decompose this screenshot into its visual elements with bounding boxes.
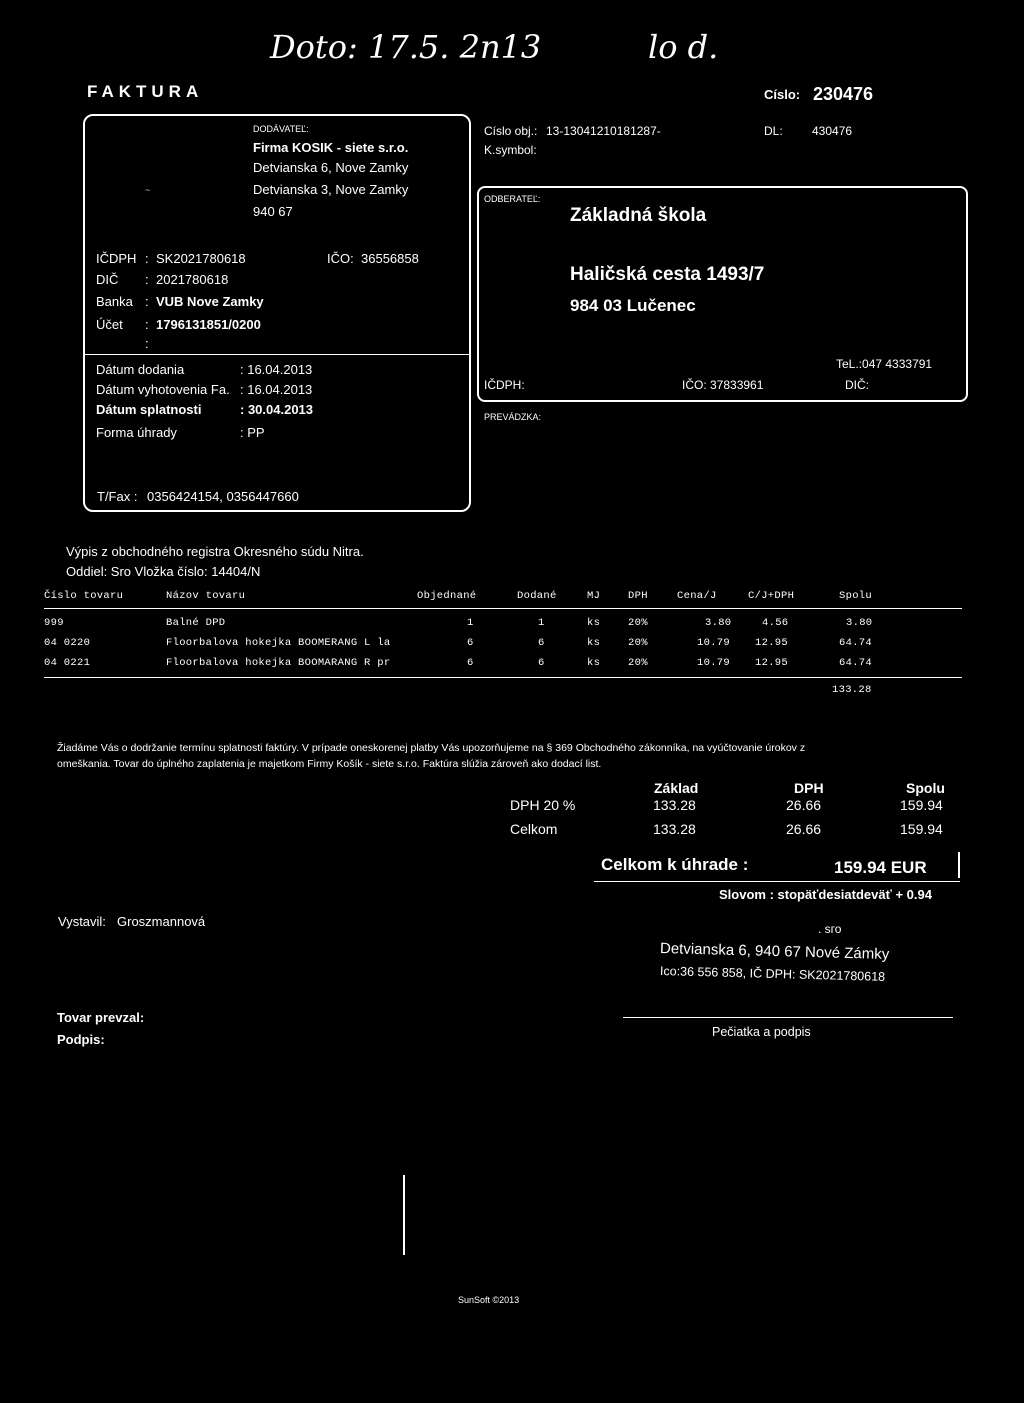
col-header-total: Spolu: [839, 590, 873, 602]
summary-total-base: 133.28: [653, 821, 696, 837]
col-header-unit: MJ: [587, 590, 601, 602]
supplier-address-2: Detvianska 3, Nove Zamky: [253, 182, 409, 197]
supplier-icdph-label: IČDPH: [96, 251, 137, 266]
logo-mark: ~: [145, 185, 151, 195]
cell-vat: 20%: [628, 637, 648, 649]
summary-total-vat: 26.66: [786, 821, 822, 837]
cell-price-vat: 12.95: [755, 637, 789, 649]
signature-stroke: [403, 1175, 405, 1255]
summary-vat20-vat: 26.66: [786, 797, 822, 813]
supplier-divider: [85, 354, 471, 355]
col-header-ordered: Objednané: [417, 590, 477, 602]
supplier-dic-label: DIČ: [96, 272, 119, 287]
summary-total-label: Celkom: [510, 821, 558, 837]
cell-total: 64.74: [839, 637, 873, 649]
summary-vat20-total: 159.94: [900, 797, 943, 813]
customer-address-2: 984 03 Lučenec: [570, 296, 696, 315]
cell-vat: 20%: [628, 657, 648, 669]
cell-name: Floorbalova hokejka BOOMERANG L la: [166, 637, 391, 649]
customer-name: Základná škola: [570, 205, 707, 226]
customer-icdph-label: IČDPH:: [484, 378, 525, 392]
signature-label: Podpis:: [57, 1032, 105, 1047]
cell-ordered: 6: [467, 657, 474, 669]
cell-price: 10.79: [697, 657, 731, 669]
prevadzka-label: PREVÁDZKA:: [484, 412, 542, 422]
ksymbol-label: K.symbol:: [484, 143, 537, 157]
cell-price: 10.79: [697, 637, 731, 649]
col-header-price: Cena/J: [677, 590, 717, 602]
cell-total: 3.80: [846, 617, 873, 629]
supplier-bank: VUB Nove Zamky: [156, 294, 264, 309]
summary-col-total: Spolu: [906, 780, 945, 796]
due-date-label: Dátum splatnosti: [96, 402, 202, 417]
cell-total: 64.74: [839, 657, 873, 669]
cell-price: 3.80: [705, 617, 732, 629]
amount-due-bracket: [958, 852, 960, 878]
table-footer-line: [44, 677, 962, 678]
col-header-name: Názov tovaru: [166, 590, 246, 602]
tfax-label: T/Fax :: [97, 489, 138, 504]
register-line-2: Oddiel: Sro Vložka číslo: 14404/N: [66, 564, 261, 579]
supplier-ico-label: IČO:: [327, 251, 354, 266]
stamp-and-signature: Pečiatka a podpis: [712, 1025, 811, 1039]
col-header-delivered: Dodané: [517, 590, 557, 602]
amount-due-line: [594, 881, 960, 882]
cell-ordered: 1: [467, 617, 474, 629]
received-by-label: Tovar prevzal:: [57, 1010, 145, 1025]
summary-vat20-base: 133.28: [653, 797, 696, 813]
cell-unit: ks: [587, 637, 601, 649]
stamp-line-2: Ico:36 556 858, IČ DPH: SK2021780618: [659, 964, 886, 984]
summary-col-vat: DPH: [794, 780, 824, 796]
cell-ordered: 6: [467, 637, 474, 649]
supplier-address-3: 940 67: [253, 204, 293, 219]
dl-label: DL:: [764, 124, 783, 138]
cell-delivered: 1: [538, 617, 545, 629]
customer-ico: IČO: 37833961: [682, 378, 764, 392]
customer-address-1: Haličská cesta 1493/7: [570, 264, 765, 285]
cell-delivered: 6: [538, 637, 545, 649]
table-total: 133.28: [832, 684, 872, 696]
cell-number: 04 0221: [44, 657, 91, 669]
cell-vat: 20%: [628, 617, 648, 629]
issue-date: : 16.04.2013: [240, 382, 313, 397]
cell-price-vat: 4.56: [762, 617, 789, 629]
supplier-icdph: SK2021780618: [156, 251, 246, 266]
issue-date-label: Dátum vyhotovenia Fa.: [96, 382, 230, 397]
supplier-dic: 2021780618: [156, 272, 229, 287]
supplier-account: 1796131851/0200: [156, 317, 261, 332]
cell-number: 04 0220: [44, 637, 91, 649]
invoice-number-label: Císlo:: [764, 87, 801, 102]
amount-due: 159.94 EUR: [834, 858, 927, 877]
supplier-address-1: Detvianska 6, Nove Zamky: [253, 160, 409, 175]
handwritten-note: lo d.: [648, 28, 719, 66]
col-header-vat: DPH: [628, 590, 648, 602]
issued-by-label: Vystavil:: [58, 914, 106, 929]
supplier-bank-label: Banka: [96, 294, 133, 309]
stamp-line-0: . ѕго: [818, 922, 842, 936]
supplier-ico: 36556858: [361, 251, 419, 266]
cell-delivered: 6: [538, 657, 545, 669]
cell-name: Floorbalova hokejka BOOMARANG R pr: [166, 657, 391, 669]
tfax: 0356424154, 0356447660: [147, 489, 299, 504]
register-line-1: Výpis z obchodného registra Okresného súdu Nitra.: [66, 544, 364, 559]
supplier-empty-colon: :: [145, 336, 149, 351]
customer-label: ODBERATEĽ:: [484, 194, 541, 204]
col-header-number: Číslo tovaru: [44, 590, 124, 602]
order-number-label: Císlo obj.:: [484, 124, 538, 138]
payment-notice-2: omeškania. Tovar do úplného zaplatenia je majetkom Firmy Košík - siete s.r.o. Faktúra slúžia zároveň ako dodací list.: [57, 758, 602, 770]
cell-name: Balné DPD: [166, 617, 226, 629]
summary-col-base: Základ: [654, 780, 699, 796]
summary-vat20-label: DPH 20 %: [510, 797, 576, 813]
payment-method: : PP: [240, 425, 265, 440]
cell-number: 999: [44, 617, 64, 629]
signature-line: [623, 1017, 953, 1018]
software-credit: SunSoft ©2013: [458, 1295, 520, 1305]
supplier-account-label: Účet: [96, 317, 123, 332]
amount-in-words: Slovom : stopäťdesiatdeväť + 0.94: [719, 887, 932, 902]
supplier-icdph-colon: :: [145, 251, 149, 266]
stamp-line-1: Detvianska 6, 940 67 Nové Zámky: [659, 940, 890, 963]
customer-phone: TeL.:047 4333791: [836, 357, 933, 371]
supplier-name: Firma KOSIK - siete s.r.o.: [253, 140, 409, 155]
issued-by: Groszmannová: [117, 914, 206, 929]
delivery-date-label: Dátum dodania: [96, 362, 185, 377]
col-header-price-vat: C/J+DPH: [748, 590, 795, 602]
cell-price-vat: 12.95: [755, 657, 789, 669]
due-date: : 30.04.2013: [240, 402, 314, 417]
supplier-label: DODÁVATEĽ:: [253, 124, 309, 134]
order-number: 13-13041210181287-: [546, 124, 661, 138]
table-header-line: [44, 608, 962, 609]
invoice-number: 230476: [813, 84, 874, 104]
payment-notice-1: Žiadáme Vás o dodržanie termínu splatnosti faktúry. V prípade oneskorenej platby Vás upozorňujeme na § 369 Obchodného zákonníka, na vyúčtovanie úrokov z: [57, 742, 806, 754]
payment-method-label: Forma úhrady: [96, 425, 177, 440]
dl-number: 430476: [812, 124, 853, 138]
supplier-dic-colon: :: [145, 272, 149, 287]
amount-due-label: Celkom k úhrade :: [601, 855, 749, 874]
cell-unit: ks: [587, 617, 601, 629]
cell-unit: ks: [587, 657, 601, 669]
summary-total-total: 159.94: [900, 821, 943, 837]
invoice-title: FAKTURA: [87, 82, 204, 101]
supplier-bank-colon: :: [145, 294, 149, 309]
delivery-date: : 16.04.2013: [240, 362, 313, 377]
handwritten-date: Doto: 17.5. 2n13: [270, 28, 542, 66]
customer-dic-label: DIČ:: [845, 378, 869, 392]
supplier-account-colon: :: [145, 317, 149, 332]
